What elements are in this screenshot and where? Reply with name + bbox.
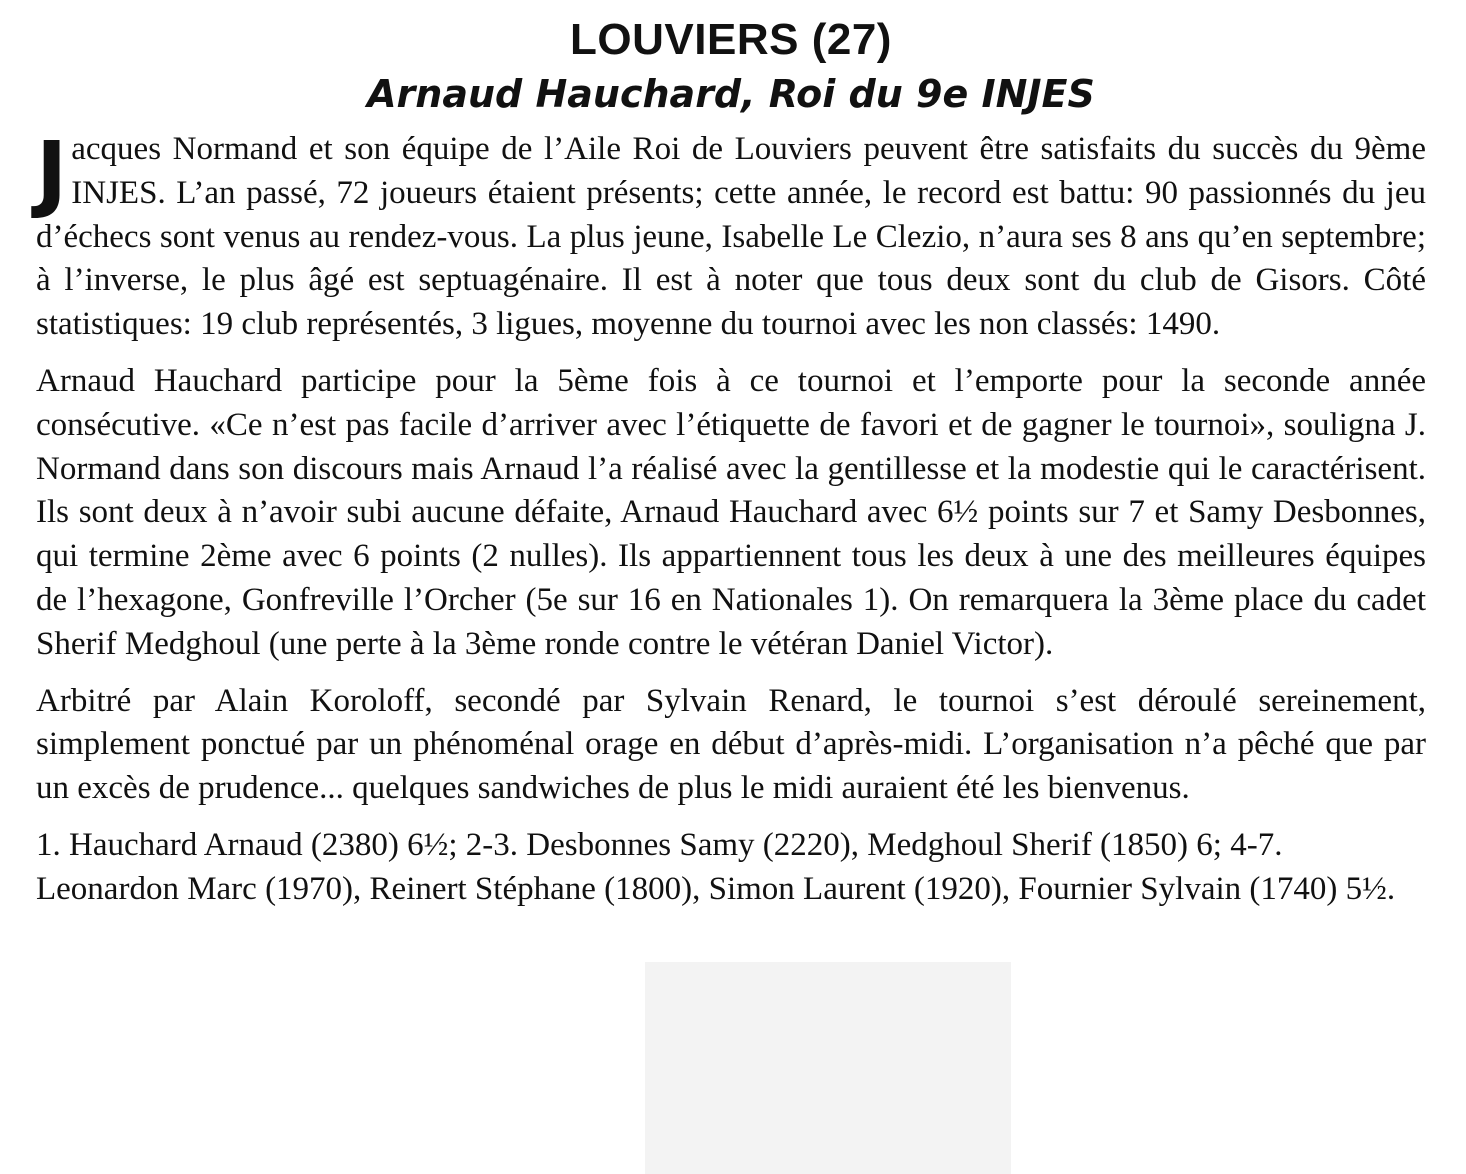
paragraph-winner: Arnaud Hauchard participe pour la 5ème fois à ce tournoi et l’emporte pour la seconde année consécutive. «Ce n’est pas facile d’arriver avec l’étiquette de favori et de gagner le tournoi», souligna J. Normand dans son discours mais Arnaud l’a réalisé avec la gentillesse et la modestie qui le caractérisent. Ils sont deux à n’avoir subi aucune défaite, Arnaud Hauchard avec 6½ points sur 7 et Samy Desbonnes, qui termine 2ème avec 6 points (2 nulles). Ils appartiennent tous les deux à une des meilleures équipes de l’hexagone, Gonfreville l’Orcher (5e sur 16 en Nationales 1). On remarquera la 3ème place du cadet Sherif Medghoul (une perte à la 3ème ronde contre le vétéran Daniel Victor). <box>36 362 1426 662</box>
paragraph-intro-text: acques Normand et son équipe de l’Aile Roi de Louviers peuvent être satisfaits du succès du 9ème INJES. L’an passé, 72 joueurs étaient présents; cette année, le record est battu: 90 passionnés du jeu d’échecs sont venus au rendez-vous. La plus jeune, Isabelle Le Clezio, n’aura ses 8 ans qu’en septembre; à l’inverse, le plus âgé est septuagénaire. Il est à noter que tous deux sont du club de Gisors. Côté statistiques: 19 club représentés, 3 ligues, moyenne du tournoi avec les non classés: 1490. <box>36 131 1426 343</box>
paragraph-organisation: Arbitré par Alain Koroloff, secondé par Sylvain Renard, le tournoi s’est déroulé sereinement, simplement ponctué par un phénoménal orage en début d’après-midi. L’organisation n’a pêché que par un excès de prudence... quelques sandwiches de plus le midi auraient été les bienvenus. <box>36 682 1426 807</box>
article <box>36 14 1426 925</box>
drop-cap: J <box>36 123 68 221</box>
results-list: 1. Hauchard Arnaud (2380) 6½; 2-3. Desbonnes Samy (2220), Medghoul Sherif (1850) 6; 4-7. Leonardon Marc (1970), Reinert Stéphane (1800), Simon Laurent (1920), Fournier Sylvain (1740) 5½. <box>36 826 1396 907</box>
headline: LOUVIERS (27) <box>570 15 892 64</box>
subheadline: Arnaud Hauchard, Roi du 9e INJES <box>367 72 1095 116</box>
paragraph-intro <box>36 123 1426 347</box>
scan-artifact <box>645 962 1011 1174</box>
